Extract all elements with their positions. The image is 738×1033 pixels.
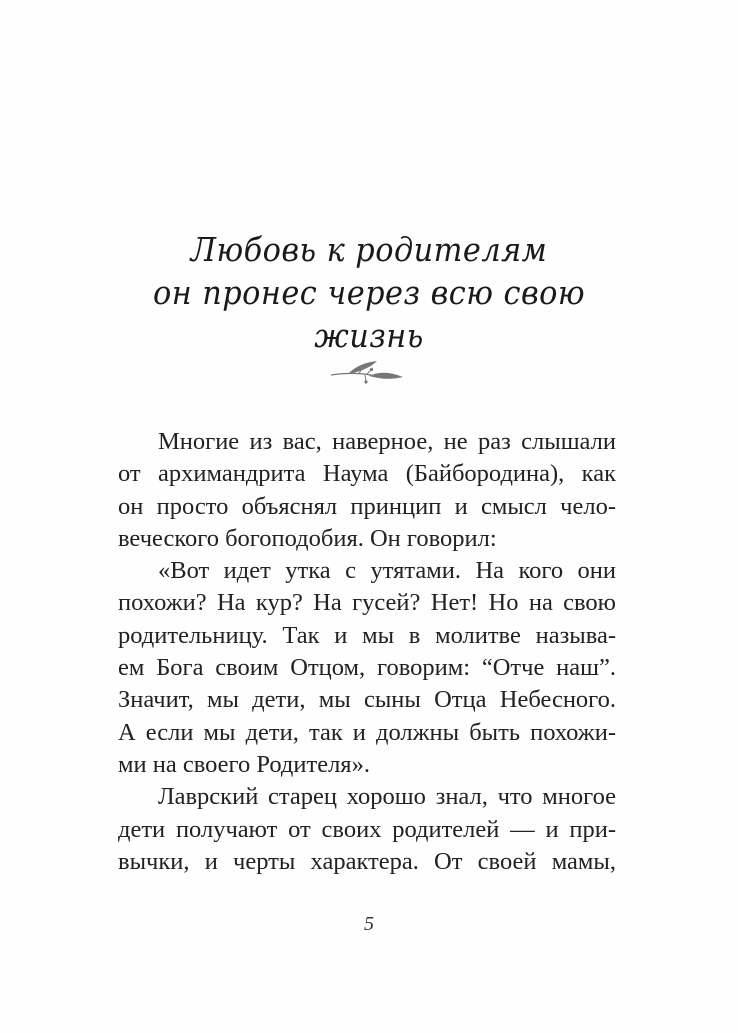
text-line: он просто объяснял принцип и смысл чело- <box>118 492 616 520</box>
chapter-title <box>30 228 709 357</box>
text-line: Многие из вас, наверное, не раз слышали <box>158 428 616 455</box>
leaf-branch-icon <box>329 359 405 385</box>
chapter-title-line: жизнь <box>314 316 424 355</box>
text-line: похожи? На кур? На гусей? Нет! Но на свою <box>118 589 616 617</box>
chapter-title-line: он пронес через всю свою <box>152 273 586 312</box>
page-number: 5 <box>364 913 374 935</box>
text-line: ем Бога своим Отцом, говорим: “Отче наш”. <box>118 654 616 682</box>
text-line: родительницу. Так и мы в молитве называ- <box>118 621 616 649</box>
text-line: «Вот идет утка с утятами. На кого они <box>158 557 616 585</box>
text-line: А если мы дети, так и должны быть похожи- <box>118 718 616 746</box>
chapter-title-line: Любовь к родителям <box>190 230 548 269</box>
body-text <box>118 426 616 878</box>
text-line: Лаврский старец хорошо знал, что многое <box>158 783 616 811</box>
text-line: дети получают от своих родителей — и при- <box>118 815 616 843</box>
text-line: Значит, мы дети, мы сыны Отца Небесного. <box>118 686 616 714</box>
text-line: вычки, и черты характера. От своей мамы, <box>118 847 616 875</box>
text-line: от архимандрита Наума (Байбородина), как <box>118 460 616 488</box>
text-line: ми на своего Родителя». <box>118 750 370 778</box>
text-line: веческого богоподобия. Он говорил: <box>118 524 497 552</box>
